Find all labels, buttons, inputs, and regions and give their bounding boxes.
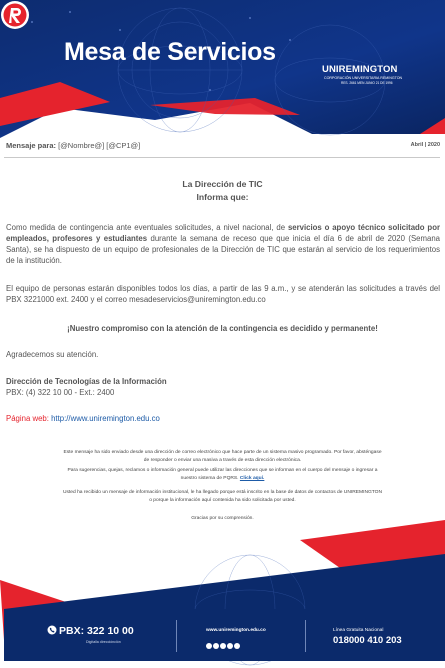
disclaimer-subscription [0, 489, 445, 505]
footer-website[interactable]: www.uniremington.edu.co [206, 628, 266, 633]
p1-part-a: Como medida de contingencia ante eventuales solicitudes, a nivel nacional, de [6, 223, 288, 232]
phone-icon [47, 625, 57, 635]
p1-part-c: durante la semana de receso que que inicia el día 6 de abril de 2020 (Semana Santa), se ha dispuesto de un equipo de profesionales de la Dirección de TIC que estarán al servicio de los requerimientos de la institución. [6, 234, 441, 265]
signature [6, 376, 167, 398]
message-date: Abril | 2020 [410, 142, 440, 148]
website-link[interactable]: http://www.uniremington.edu.co [51, 414, 160, 423]
disclaimer-line: Este mensaje ha sido enviado desde una dirección de correo electrónico que hace parte de un sistema masivo programado. Por favor, absténgase [63, 450, 382, 455]
youtube-icon[interactable] [227, 643, 233, 649]
footer-toll-free-label: Línea Gratuita Nacional [333, 628, 384, 633]
paragraph-availability: El equipo de personas estarán disponibles todos los días, a partir de las 9 a.m., y se atenderán las solicitudes a través del PBX 3221000 ext. 2400 y el correo mesadeservicios@uniremington.edu.co [6, 284, 440, 304]
header-banner [0, 0, 445, 140]
website-label: Página web: [6, 414, 49, 423]
message-label: Mensaje para: [6, 141, 57, 150]
disclaimer-line: de responder o enviar una masiva a través de esta dirección electrónica. [143, 458, 302, 463]
twitter-icon[interactable] [213, 643, 219, 649]
website-line [6, 413, 160, 424]
disclaimer-line: Usted ha recibido un mensaje de información institucional, le ha llegado porque está inscrito en la base de datos de contactos de UNIREMINGTON [62, 490, 383, 495]
disclaimer-pqrs [0, 467, 445, 483]
paragraph-contingency [6, 222, 440, 266]
disclaimer-line [0, 475, 445, 483]
brand-resolution: RES. 2661 MEN JUNIO 21 DE 1996 [341, 81, 393, 85]
disclaimer-thanks: Gracias por su comprensión. [191, 516, 254, 521]
uniremington-r-logo [0, 0, 30, 30]
signature-pbx: PBX: (4) 322 10 00 - Ext.: 2400 [6, 388, 115, 397]
footer-toll-free-number: 018000 410 203 [333, 635, 402, 646]
footer-separator [305, 620, 306, 652]
social-icons [206, 636, 241, 654]
heading-line-2: Informa que: [196, 192, 249, 202]
footer-separator [176, 620, 177, 652]
disclaimer-automated [0, 449, 445, 465]
signature-title: Dirección de Tecnologías de la Información [6, 377, 167, 386]
heading-line-1: La Dirección de TIC [182, 179, 263, 189]
click-here-link[interactable]: Click aquí. [239, 476, 265, 481]
disclaimer-text: nuestro sistema de PQRS. [180, 476, 240, 481]
announcement-heading [0, 178, 445, 204]
thanks-text: Agradecemos su atención. [6, 350, 99, 359]
message-recipient-row [6, 141, 440, 155]
instagram-icon[interactable] [220, 643, 226, 649]
p1-bold: servicios o apoyo técnico solicitado por empleados, profesores y estudiantes [6, 223, 440, 243]
header-title: Mesa de Servicios [64, 38, 276, 66]
message-recipient: [@Nombre@] [@CP1@] [56, 141, 141, 150]
footer-pbx-caption: Digitalla direcciónción [86, 640, 121, 644]
disclaimer-line: o porque la información aquí contenida ha sido solicitada por usted. [149, 498, 296, 503]
footer-pbx: PBX: 322 10 00 [59, 625, 134, 637]
facebook-icon[interactable] [206, 643, 212, 649]
commitment-statement: ¡Nuestro compromiso con la atención de la contingencia es decidido y permanente! [67, 324, 378, 333]
brand-name: UNIREMINGTON [322, 64, 398, 75]
divider [4, 157, 440, 158]
brand-subtitle: CORPORACIÓN UNIVERSITARIA REMINGTON [324, 76, 403, 80]
linkedin-icon[interactable] [234, 643, 240, 649]
disclaimer-line: Para sugerencias, quejas, reclamos o información general puede utilizar las direcciones que se informan en el cuerpo del mensaje o ingresar a [67, 468, 378, 473]
